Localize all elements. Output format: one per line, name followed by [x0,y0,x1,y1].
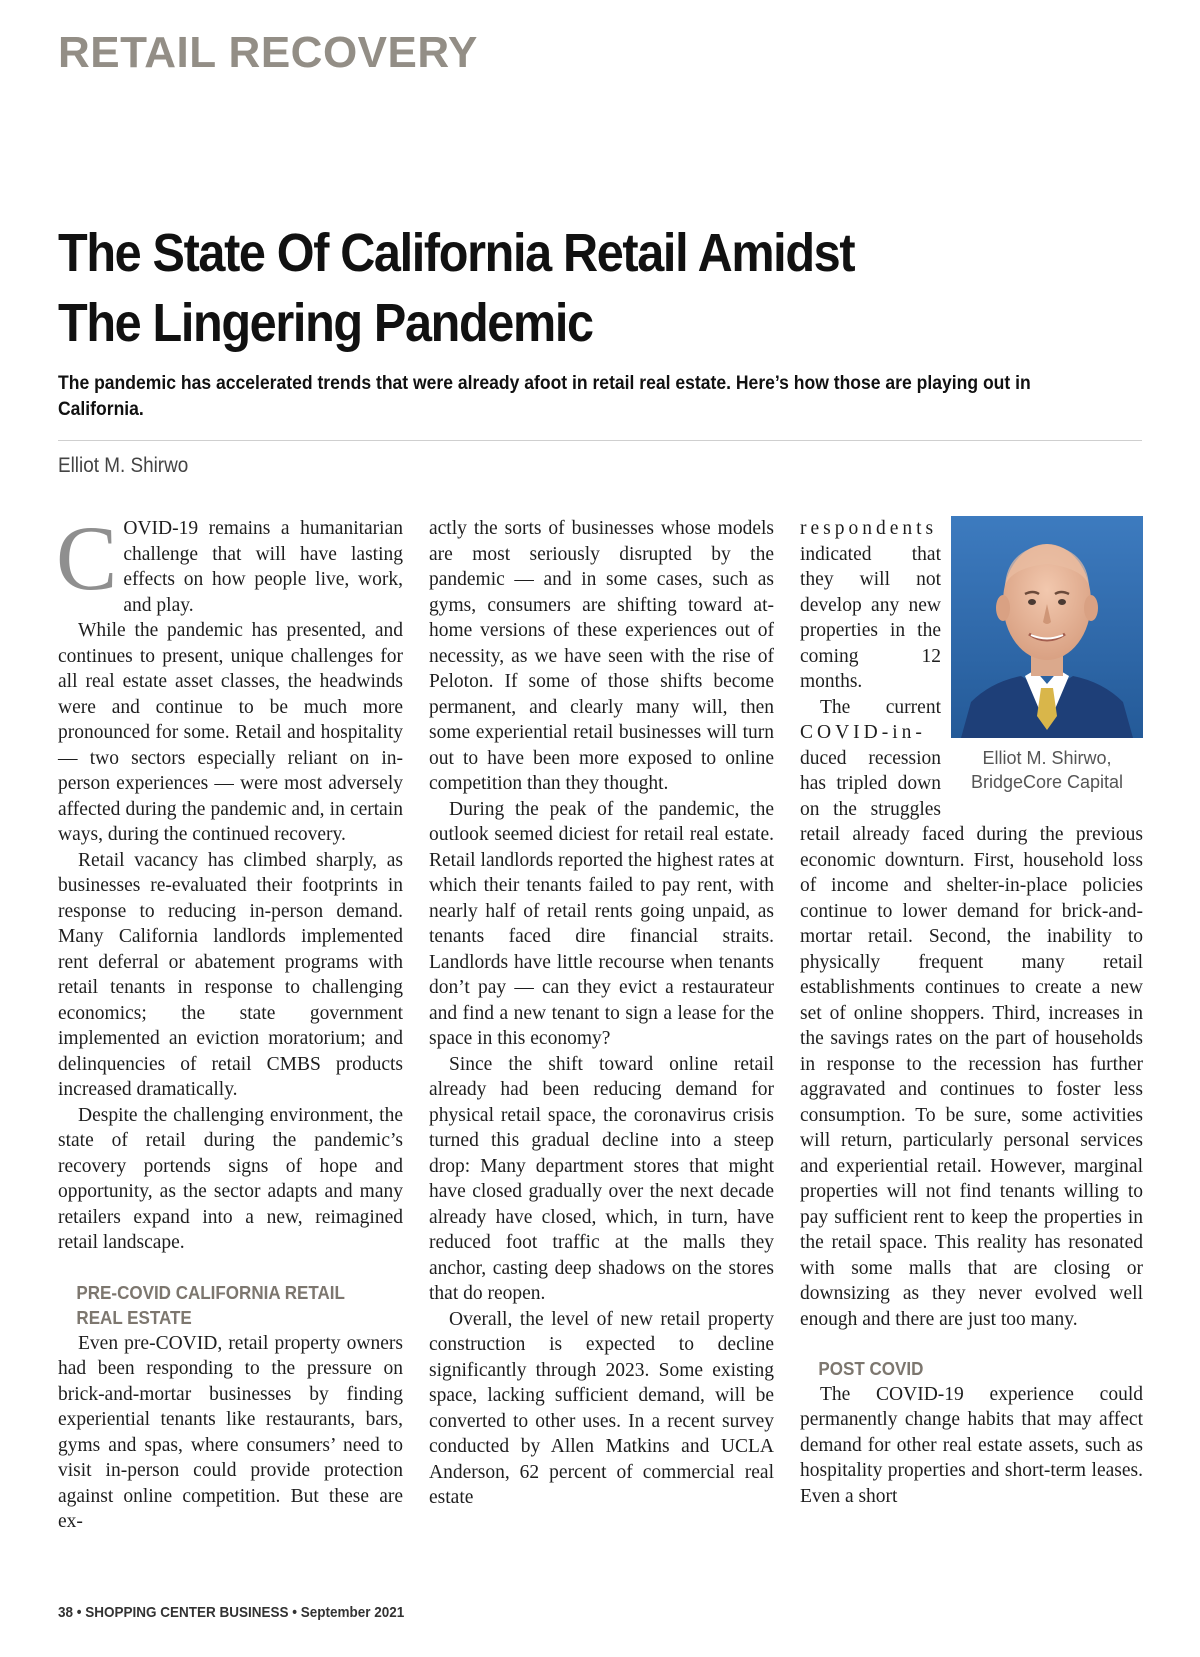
column-1 [56,507,403,1535]
paragraph [56,507,403,618]
paragraph-text: The current [820,696,941,718]
column-3 [800,516,1143,1509]
caption-name: Elliot M. Shirwo, [982,748,1112,768]
caption-company: BridgeCore Capital [970,772,1124,792]
paragraph-text: duced recession has tripled down on the struggles retail already faced during the previous economic downturn. First, household loss of income and shelter-in-place policies continue to lower demand for brick-and-mortar retail. Second, the inability to physically frequent many retail establishments continues to create a new set of online shoppers. Third, increases in the savings rates on the part of households in response to the recession has further aggravated and continues to foster less consumption. To be sure, some activities will return, particularly personal services and experiential retail. However, marginal properties will not find tenants willing to pay sufficient rent to keep the properties in the retail space. This reality has resonated with some malls that are closing or downsizing as they never evolved well enough and there are just too many. [800,747,1143,1330]
photo-caption [951,746,1143,794]
paragraph: Since the shift toward online retail already had been reducing demand for physical retail space, the coronavirus crisis turned this gradual decline into a steep drop: Many department stores that might have closed gradually over the next decade already have closed, which, in turn, have reduced foot traffic at the malls they anchor, casting deep shadows on the stores that do reopen. [429,1053,774,1304]
paragraph: actly the sorts of businesses whose models are most seriously disrupted by the pandemic — and in some cases, such as gyms, consumers are shifting toward at-home versions of these experiences out of necessity, as we have seen with the rise of Peloton. If some of those shifts become permanent, and clearly many will, then some experiential retail businesses will turn out to have been more exposed to online competition than they thought. [429,518,774,794]
paragraph: Even pre-COVID, retail property owners had been responding to the pressure on brick-and-mortar businesses by finding experiential tenants like restaurants, bars, gyms and spas, where consumers’ need to visit in-person could provide protection against online competition. But these are ex- [58,1332,403,1532]
paragraph: Despite the challenging environment, the state of retail during the pandemic’s recovery portends signs of hope and opportunity, as the sector adapts and many retailers expand into a new, reimagined retail landscape. [58,1104,403,1253]
paragraph-text: respondents [800,518,938,539]
paragraph: The COVID-19 experience could permanently change habits that may affect demand for other real estate assets, such as hospitality properties and short-term leases. Even a short [800,1383,1143,1507]
column-2 [429,516,774,1511]
headline-line-2: The Lingering Pandemic [58,293,593,353]
paragraph-text: OVID-19 remains a humanitarian challenge that will have lasting effects on how people live, work, and play. [123,518,403,616]
paragraph: During the peak of the pandemic, the outlook seemed diciest for retail real estate. Retail landlords reported the highest rates at which their tenants failed to pay rent, with nearly half of retail rents going unpaid, as tenants faced dire financial straits. Landlords have little recourse when tenants don’t pay — can they evict a restaurateur and find a new tenant to sign a lease for the space in this economy? [429,798,774,1049]
drop-cap: C [56,507,118,609]
paragraph: Retail vacancy has climbed sharply, as businesses re-evaluated their footprints in response to reducing in-person demand. Many California landlords implemented rent deferral or abatement programs with retail tenants in response to challenging economics; the state government implemented an eviction moratorium; and delinquencies of retail CMBS products increased dramatically. [58,849,403,1100]
paragraph-text: COVID-in- [800,722,926,743]
page-footer: 38 • SHOPPING CENTER BUSINESS • September 2021 [58,1604,405,1621]
byline: Elliot M. Shirwo [58,454,189,477]
divider [58,440,1142,441]
author-portrait [951,516,1143,738]
dek: The pandemic has accelerated trends that were already afoot in retail real estate. Here’s how those are playing out in California. [58,372,1031,420]
paragraph-text: indicated that they will not develop any new properties in the coming 12 months. [800,543,941,692]
section-label: RETAIL RECOVERY [58,28,478,77]
paragraph: Overall, the level of new retail property construction is expected to decline significantly through 2023. Some existing space, lacking sufficient demand, will be converted to other uses. In a recent survey conducted by Allen Matkins and UCLA Anderson, 62 percent of commercial real estate [429,1308,774,1508]
headline [58,218,1030,358]
subhead-line: PRE-COVID CALIFORNIA RETAIL [76,1281,345,1303]
paragraph: While the pandemic has presented, and continues to present, unique challenges for all real estate asset classes, the headwinds were and continue to be much more pronounced for some. Retail and hospitality — two sectors especially reliant on in-person experiences — were most adversely affected during the pandemic and, in certain ways, during the continued recovery. [58,620,403,845]
subhead-line: POST COVID [818,1358,924,1379]
headline-line-1: The State Of California Retail Amidst [58,223,855,283]
subhead-line: REAL ESTATE [76,1307,192,1328]
author-photo-box [951,516,1143,794]
